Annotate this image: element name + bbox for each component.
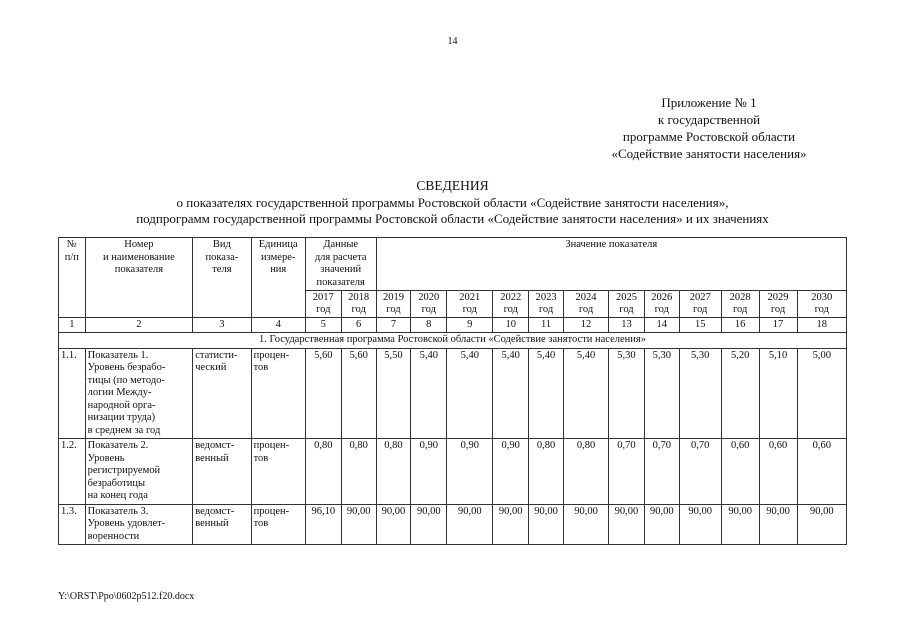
indicator-value: 90,00 [644,504,679,545]
header-text: теля [212,264,232,275]
column-number: 7 [376,318,411,333]
year-header [493,291,529,318]
header-text: Данные [323,239,359,250]
indicator-value: 90,00 [797,504,847,545]
indicator-value: 0,70 [609,439,645,505]
appendix-caption [579,94,839,162]
indicator-value: 0,60 [721,439,759,505]
indicator-name-line: низации труда) [87,412,156,423]
year-header [609,291,645,318]
column-number: 4 [251,318,305,333]
indicator-value: 5,20 [721,348,759,439]
indicator-value: 0,90 [447,439,493,505]
year-suffix: год [814,304,829,315]
header-text: Вид [212,239,231,250]
year-value: 2027 [689,292,711,303]
indicator-name-line: логии Между- [87,387,152,398]
year-header [721,291,759,318]
section-row [59,333,847,349]
column-number: 8 [411,318,447,333]
subtitle-line: подпрограмм государственной программы Ростовской области «Содействие занятости населения» и их значениях [136,210,769,226]
year-header [644,291,679,318]
indicator-name-line: регистрируемой [87,465,161,476]
indicator-value: 0,90 [493,439,529,505]
header-text: значений [320,264,362,275]
year-value: 2020 [418,292,440,303]
year-value: 2026 [651,292,673,303]
indicator-value: 0,80 [376,439,411,505]
indicators-table [58,237,847,545]
indicator-value: 90,00 [679,504,721,545]
year-suffix: год [619,304,634,315]
year-suffix: год [503,304,518,315]
column-number: 17 [759,318,797,333]
header-unit [251,238,305,318]
indicator-kind-line: статисти- [195,349,238,361]
file-path-footer: Y:\ORST\Ppo\0602p512.f20.docx [58,591,195,602]
header-text: показателя [316,276,365,288]
column-number: 9 [447,318,493,333]
header-text: показа- [205,251,239,263]
year-header [797,291,847,318]
indicator-value: 0,70 [679,439,721,505]
year-value: 2029 [767,292,789,303]
year-suffix: год [770,304,786,315]
column-number: 12 [563,318,608,333]
indicator-value: 90,00 [609,504,645,545]
year-value: 2028 [729,292,751,303]
year-value: 2017 [312,292,334,303]
indicator-value: 5,40 [493,348,529,439]
header-kind [193,238,251,318]
column-number: 16 [721,318,759,333]
indicator-value: 90,00 [376,504,411,545]
year-header [529,291,564,318]
indicator-row [59,348,847,439]
indicator-name-line: воренности [87,530,140,542]
year-value: 2023 [535,292,557,303]
indicator-value: 5,60 [341,348,376,439]
column-number: 1 [59,318,86,333]
year-suffix: год [654,304,669,315]
indicator-kind-line: ческий [195,362,227,373]
indicator-value: 0,80 [563,439,608,505]
year-suffix: год [351,304,366,315]
indicator-value: 5,40 [529,348,564,439]
header-text: показателя [114,264,164,275]
indicator-kind-line: венный [195,452,229,464]
year-value: 2025 [615,292,637,303]
indicator-unit [251,348,305,439]
indicator-value: 0,60 [759,439,797,505]
indicator-value: 90,00 [721,504,759,545]
year-suffix: год [386,304,401,315]
year-value: 2019 [382,292,404,303]
row-number: 1.1. [59,348,86,439]
header-text: № [66,239,77,250]
column-number-row [59,318,847,333]
appendix-line: Приложение № 1 [661,95,757,110]
indicator-unit-line: тов [253,518,269,529]
indicator-name-line: тицы (по методо- [87,374,165,386]
year-value: 2022 [500,292,522,303]
indicator-unit [251,504,305,545]
indicator-value: 0,70 [644,439,679,505]
column-number: 3 [193,318,251,333]
document-title: СВЕДЕНИЯ [416,178,489,193]
year-value: 2021 [459,292,481,303]
indicator-kind [193,439,251,505]
header-num [59,238,86,318]
year-header [679,291,721,318]
year-suffix: год [316,304,331,315]
indicator-value: 5,40 [563,348,608,439]
column-number: 14 [644,318,679,333]
indicator-value: 0,60 [797,439,847,505]
indicator-unit [251,439,305,505]
indicator-value: 5,50 [376,348,411,439]
appendix-line: «Содействие занятости населения» [611,146,807,161]
year-suffix: год [693,304,708,315]
indicator-value: 5,40 [447,348,493,439]
indicator-name [85,439,193,505]
indicator-kind [193,348,251,439]
year-header [341,291,376,318]
column-number: 13 [609,318,645,333]
year-value: 2018 [348,292,370,303]
indicator-value: 5,60 [305,348,341,439]
indicator-name-line: безработицы [87,477,146,489]
column-number: 6 [341,318,376,333]
indicator-unit-line: процен- [253,349,290,361]
year-value: 2024 [575,292,597,303]
subtitle-line: о показателях государственной программы Ростовской области «Содействие занятости населения», [176,195,729,210]
header-name [85,238,193,318]
indicator-value: 0,80 [529,439,564,505]
indicator-kind-line: венный [195,518,229,529]
indicator-value: 5,30 [609,348,645,439]
year-suffix: год [538,304,554,315]
indicator-unit-line: процен- [253,440,290,451]
appendix-line: к государственной [657,112,761,127]
indicator-name [85,504,193,545]
year-suffix: год [732,304,748,315]
year-suffix: год [578,304,594,315]
year-suffix: год [462,304,477,315]
year-header [447,291,493,318]
indicator-name-line: Уровень [87,452,125,464]
column-number: 11 [529,318,564,333]
indicator-name-line: Показатель 2. [87,440,149,451]
year-header [759,291,797,318]
indicator-value: 5,30 [644,348,679,439]
header-text: измере- [261,251,296,263]
indicator-value: 5,10 [759,348,797,439]
indicator-value: 0,90 [411,439,447,505]
indicator-row [59,504,847,545]
indicator-value: 90,00 [493,504,529,545]
indicator-value: 90,00 [411,504,447,545]
header-text: для расчета [314,251,367,263]
year-value: 2030 [811,292,833,303]
year-header [411,291,447,318]
indicator-row [59,439,847,505]
indicator-kind-line: ведомст- [195,505,235,517]
indicator-name-line: в среднем за год [87,424,161,436]
header-text: Единица [258,239,298,250]
indicator-unit-line: тов [253,452,269,464]
indicator-value: 90,00 [447,504,493,545]
indicator-value: 0,80 [341,439,376,505]
page-number: 14 [447,36,458,47]
column-number: 18 [797,318,847,333]
indicator-name-line: Уровень безрабо- [87,362,166,373]
indicator-name [85,348,193,439]
indicator-kind [193,504,251,545]
indicator-value: 90,00 [529,504,564,545]
indicator-unit-line: процен- [253,505,290,517]
header-text: и наименование [103,251,175,263]
column-number: 2 [85,318,193,333]
indicator-name-line: народной орга- [87,399,156,411]
header-text: ния [270,264,287,275]
indicator-value: 5,00 [797,348,847,439]
column-number: 10 [493,318,529,333]
indicator-name-line: Показатель 1. [87,349,149,361]
indicator-name-line: Уровень удовлет- [87,518,166,529]
indicator-value: 5,30 [679,348,721,439]
column-number: 15 [679,318,721,333]
indicator-name-line: на конец года [87,490,148,501]
indicator-value: 96,10 [305,504,341,545]
indicator-kind-line: ведомст- [195,440,235,451]
header-row [59,238,847,291]
section-title: 1. Государственная программа Ростовской области «Содействие занятости населения» [59,333,847,349]
header-values: Значение показателя [376,238,846,291]
header-text: Номер [124,239,154,250]
year-header [305,291,341,318]
indicator-name-line: Показатель 3. [87,505,149,517]
header-base-data [305,238,376,291]
row-number: 1.3. [59,504,86,545]
indicator-value: 0,80 [305,439,341,505]
indicator-value: 90,00 [759,504,797,545]
header-text: п/п [64,251,79,263]
indicator-value: 5,40 [411,348,447,439]
appendix-line: программе Ростовской области [622,129,796,144]
indicator-value: 90,00 [563,504,608,545]
year-header [563,291,608,318]
year-header [376,291,411,318]
year-suffix: год [421,304,436,315]
indicator-value: 90,00 [341,504,376,545]
document-subtitle [0,195,905,226]
column-number: 5 [305,318,341,333]
indicator-unit-line: тов [253,362,269,373]
row-number: 1.2. [59,439,86,505]
